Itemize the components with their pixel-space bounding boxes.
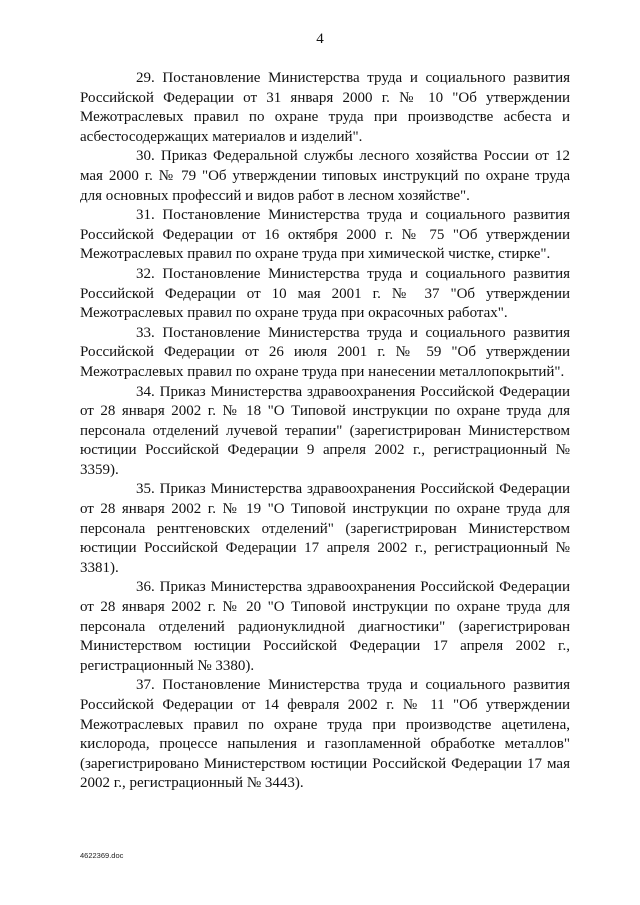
page-number: 4 (316, 31, 324, 47)
list-item-37: 37. Постановление Министерства труда и социального развития Российской Федерации от 14 февраля 2002 г. № 11 "Об утверждении Межотраслевых правил по охране труда при производстве ацетилена, кислорода, процессе напыления и газопламенной обработке металлов" (зарегистрировано Министерством юстиции Российской Федерации 17 мая 2002 г., регистрационный № 3443). (80, 677, 570, 792)
list-item-29: 29. Постановление Министерства труда и социального развития Российской Федерации от 31 января 2000 г. № 10 "Об утверждении Межотраслевых правил по охране труда при производстве асбеста и асбестосодержащих материалов и изделий". (80, 70, 570, 145)
list-item-36: 36. Приказ Министерства здравоохранения Российской Федерации от 28 января 2002 г. № 20 "О Типовой инструкции по охране труда для персонала отделений радионуклидной диагностики" (зарегистрирован Министерством юстиции Российской Федерации 17 апреля 2002 г., регистрационный № 3380). (80, 579, 570, 674)
list-item-34: 34. Приказ Министерства здравоохранения Российской Федерации от 28 января 2002 г. № 18 "О Типовой инструкции по охране труда для персонала отделений лучевой терапии" (зарегистрирован Министерством юстиции Российской Федерации 9 апреля 2002 г., регистрационный № 3359). (80, 383, 570, 478)
list-item-30: 30. Приказ Федеральной службы лесного хозяйства России от 12 мая 2000 г. № 79 "Об утверждении типовых инструкций по охране труда для основных профессий и видов работ в лесном хозяйстве". (80, 148, 570, 204)
list-item-33: 33. Постановление Министерства труда и социального развития Российской Федерации от 26 июля 2001 г. № 59 "Об утверждении Межотраслевых правил по охране труда при нанесении металлопокрытий". (80, 324, 570, 380)
list-item-32: 32. Постановление Министерства труда и социального развития Российской Федерации от 10 мая 2001 г. № 37 "Об утверждении Межотраслевых правил по охране труда при окрасочных работах". (80, 265, 570, 322)
list-item-35: 35. Приказ Министерства здравоохранения Российской Федерации от 28 января 2002 г. № 19 "О Типовой инструкции по охране труда для персонала рентгеновских отделений" (зарегистрирован Министерством юстиции Российской Федерации 17 апреля 2002 г., регистрационный № 3381). (80, 481, 570, 576)
footer-doc-code: 4622369.doc (80, 851, 124, 860)
list-item-31: 31. Постановление Министерства труда и социального развития Российской Федерации от 16 октября 2000 г. № 75 "Об утверждении Межотраслевых правил по охране труда при химической чистке, стирке". (80, 207, 570, 263)
document-body (80, 69, 570, 794)
